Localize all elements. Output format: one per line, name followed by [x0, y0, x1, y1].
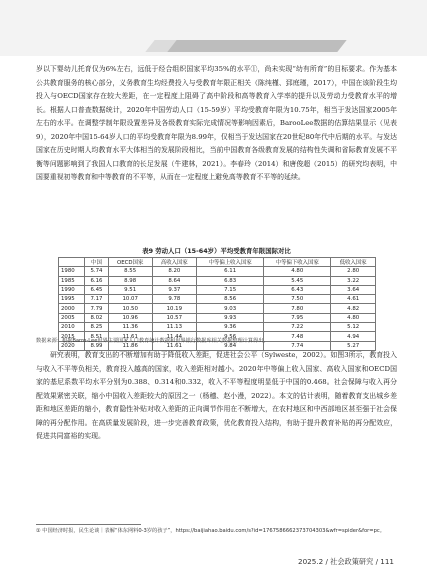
table-year-cell: 1995: [59, 295, 85, 304]
table-value-cell: 7.95: [264, 313, 331, 322]
table-row: [59, 276, 376, 285]
footnote-divider: [36, 524, 141, 525]
table-value-cell: 11.36: [108, 323, 152, 332]
table-value-cell: 11.44: [152, 332, 197, 341]
table-source-note: 数据来源：根据Barro-Lee世界主要国家人口教育统计数据和世界银行数据库相关数据整理计算得出。: [36, 338, 269, 344]
table-value-cell: 7.15: [197, 285, 264, 294]
header-ribbon: [167, 40, 346, 52]
body-paragraph-1: 岁以下婴幼儿托育仅为6%左右，远低于经合组织国家平均35%的水平①，尚未实现“幼有所育”的目标要求。作为基本公共教育服务的核心部分，义务教育生均经费投入与受教育年限正相关（陈纯槿、郅庭瑾，2017），中国在该阶段生均投入与OECD国家存在较大差距，在一定程度上阻碍了高中阶段和高等教育入学率的提升以及劳动力受教育水平的增长。根据人口普查数据统计，2020年中国劳动人口（15-59岁）平均受教育年限为10.75年，相当于发达国家2005年左右的水平。在调整学制年限设置差异及各级教育实际完成情况等影响因素后，BarooLee数据的估算结果显示（见表9），2020年中国15-64岁人口的平均受教育年限为8.99年，仅相当于发达国家在20世纪80年代中后期的水平。与发达国家在历史时期人均教育水平大体相当的发展阶段相比，当前中国教育各级教育发展的结构性失调和省际教育发展不平衡等问题影响到了我国人口教育的长足发展（牛建林，2021）。李春玲（2014）和唐俊超（2015）的研究均表明，中国要重视初等教育和中等教育的不平等，从而在一定程度上避免高等教育不平等的延续。: [36, 65, 397, 181]
table-value-cell: 9.78: [152, 295, 197, 304]
table-value-cell: 4.80: [331, 313, 376, 322]
table-value-cell: 8.51: [85, 332, 109, 341]
table-row: [59, 267, 376, 276]
table-value-cell: 7.17: [85, 295, 109, 304]
table-value-cell: 8.98: [108, 276, 152, 285]
table-header-cell: 中国: [85, 258, 109, 267]
table-value-cell: 10.19: [152, 304, 197, 313]
table-value-cell: 8.99: [85, 341, 109, 350]
table-value-cell: 8.64: [152, 276, 197, 285]
table-value-cell: 8.56: [197, 295, 264, 304]
table-value-cell: 7.50: [264, 295, 331, 304]
table-value-cell: 4.82: [331, 304, 376, 313]
table-value-cell: 7.74: [264, 341, 331, 350]
table-value-cell: 6.83: [197, 276, 264, 285]
table-year-cell: 1985: [59, 276, 85, 285]
table-value-cell: 6.45: [85, 285, 109, 294]
table-value-cell: 4.61: [331, 295, 376, 304]
table-value-cell: 9.56: [197, 332, 264, 341]
table-value-cell: 9.51: [108, 285, 152, 294]
footnote: ① 中国经济时报，民生论谈｜表解“体东网料0-3岁的孩子”，https://baijiahao.baidu.com/s?id=1767586662373704303&wfr=spider&for=pc。: [36, 528, 385, 534]
table-value-cell: 8.55: [108, 267, 152, 276]
table-value-cell: 9.36: [197, 323, 264, 332]
table-header-cell: [59, 258, 85, 267]
table-value-cell: 11.61: [108, 332, 152, 341]
table-row: [59, 285, 376, 294]
table-value-cell: 6.11: [197, 267, 264, 276]
table-value-cell: 9.84: [197, 341, 264, 350]
table-value-cell: 6.16: [85, 276, 109, 285]
table-header-cell: 低收入国家: [331, 258, 376, 267]
table-value-cell: 7.22: [264, 323, 331, 332]
table-value-cell: 4.80: [264, 267, 331, 276]
table-year-cell: 2005: [59, 313, 85, 322]
table-value-cell: 11.86: [108, 341, 152, 350]
table-year-cell: 1990: [59, 285, 85, 294]
table-year-cell: 2000: [59, 304, 85, 313]
table-header-cell: 中等偏上收入国家: [197, 258, 264, 267]
table-value-cell: 3.22: [331, 276, 376, 285]
table-value-cell: 5.12: [331, 323, 376, 332]
table-header-row: [59, 258, 376, 267]
table-value-cell: 8.02: [85, 313, 109, 322]
table-value-cell: 7.79: [85, 304, 109, 313]
table-value-cell: 10.50: [108, 304, 152, 313]
table-value-cell: 9.93: [197, 313, 264, 322]
table-value-cell: 4.94: [331, 332, 376, 341]
table-header-cell: OECD国家: [108, 258, 152, 267]
table-year-cell: 2015: [59, 332, 85, 341]
table-row: [59, 323, 376, 332]
table-value-cell: 3.64: [331, 285, 376, 294]
table-value-cell: 7.80: [264, 304, 331, 313]
table-row: [59, 304, 376, 313]
table-value-cell: 11.61: [152, 341, 197, 350]
table-value-cell: 10.07: [108, 295, 152, 304]
table-value-cell: 8.20: [152, 267, 197, 276]
table-title: 表9 劳动人口（15-64岁）平均受教育年限国际对比: [142, 247, 291, 255]
table-value-cell: 8.25: [85, 323, 109, 332]
table-year-cell: 1980: [59, 267, 85, 276]
table-value-cell: 5.45: [264, 276, 331, 285]
table-year-cell: 2010: [59, 323, 85, 332]
table-header-cell: 中等偏下收入国家: [264, 258, 331, 267]
table-row: [59, 313, 376, 322]
table-year-cell: 2020: [59, 341, 85, 350]
table-value-cell: 11.13: [152, 323, 197, 332]
table-value-cell: 7.48: [264, 332, 331, 341]
table-value-cell: 10.96: [108, 313, 152, 322]
page-footer: 2025.2 / 社会政策研究 / 111: [298, 557, 394, 566]
body-paragraph-2: 研究表明，教育支出的不断增加有助于降低收入差距，促进社会公平（Sylweste，2002）。如图3所示，教育投入与收入不平等负相关，教育投入越高的国家，收入差距相对越小。2020年中等偏上收入国家、高收入国家和OECD国家的基尼系数平均水平分别为0.388、0.314和0.332，收入不平等程度明显低于中国的0.468。社会保障与收入再分配效果紧密关联，缩小中国收入差距较大的原因之一（杨穗、赵小漫，2022）。本文的估计表明，随着教育支出城乡差距和地区差距的缩小，教育隐性补贴对收入差距的正向调节作用在不断增大，在农村地区和中西部地区甚至强于社会保障的再分配作用。在高质量发展阶段，进一步完善教育政策，优化教育投入结构，有助于提升教育补贴的再分配效应，促进共同富裕的实现。: [36, 351, 397, 440]
table-value-cell: 5.27: [331, 341, 376, 350]
table-value-cell: 9.37: [152, 285, 197, 294]
table-header-cell: 高收入国家: [152, 258, 197, 267]
table-value-cell: 10.57: [152, 313, 197, 322]
table-value-cell: 6.43: [264, 285, 331, 294]
table-value-cell: 2.80: [331, 267, 376, 276]
table-row: [59, 295, 376, 304]
table-value-cell: 9.03: [197, 304, 264, 313]
table-value-cell: 5.74: [85, 267, 109, 276]
